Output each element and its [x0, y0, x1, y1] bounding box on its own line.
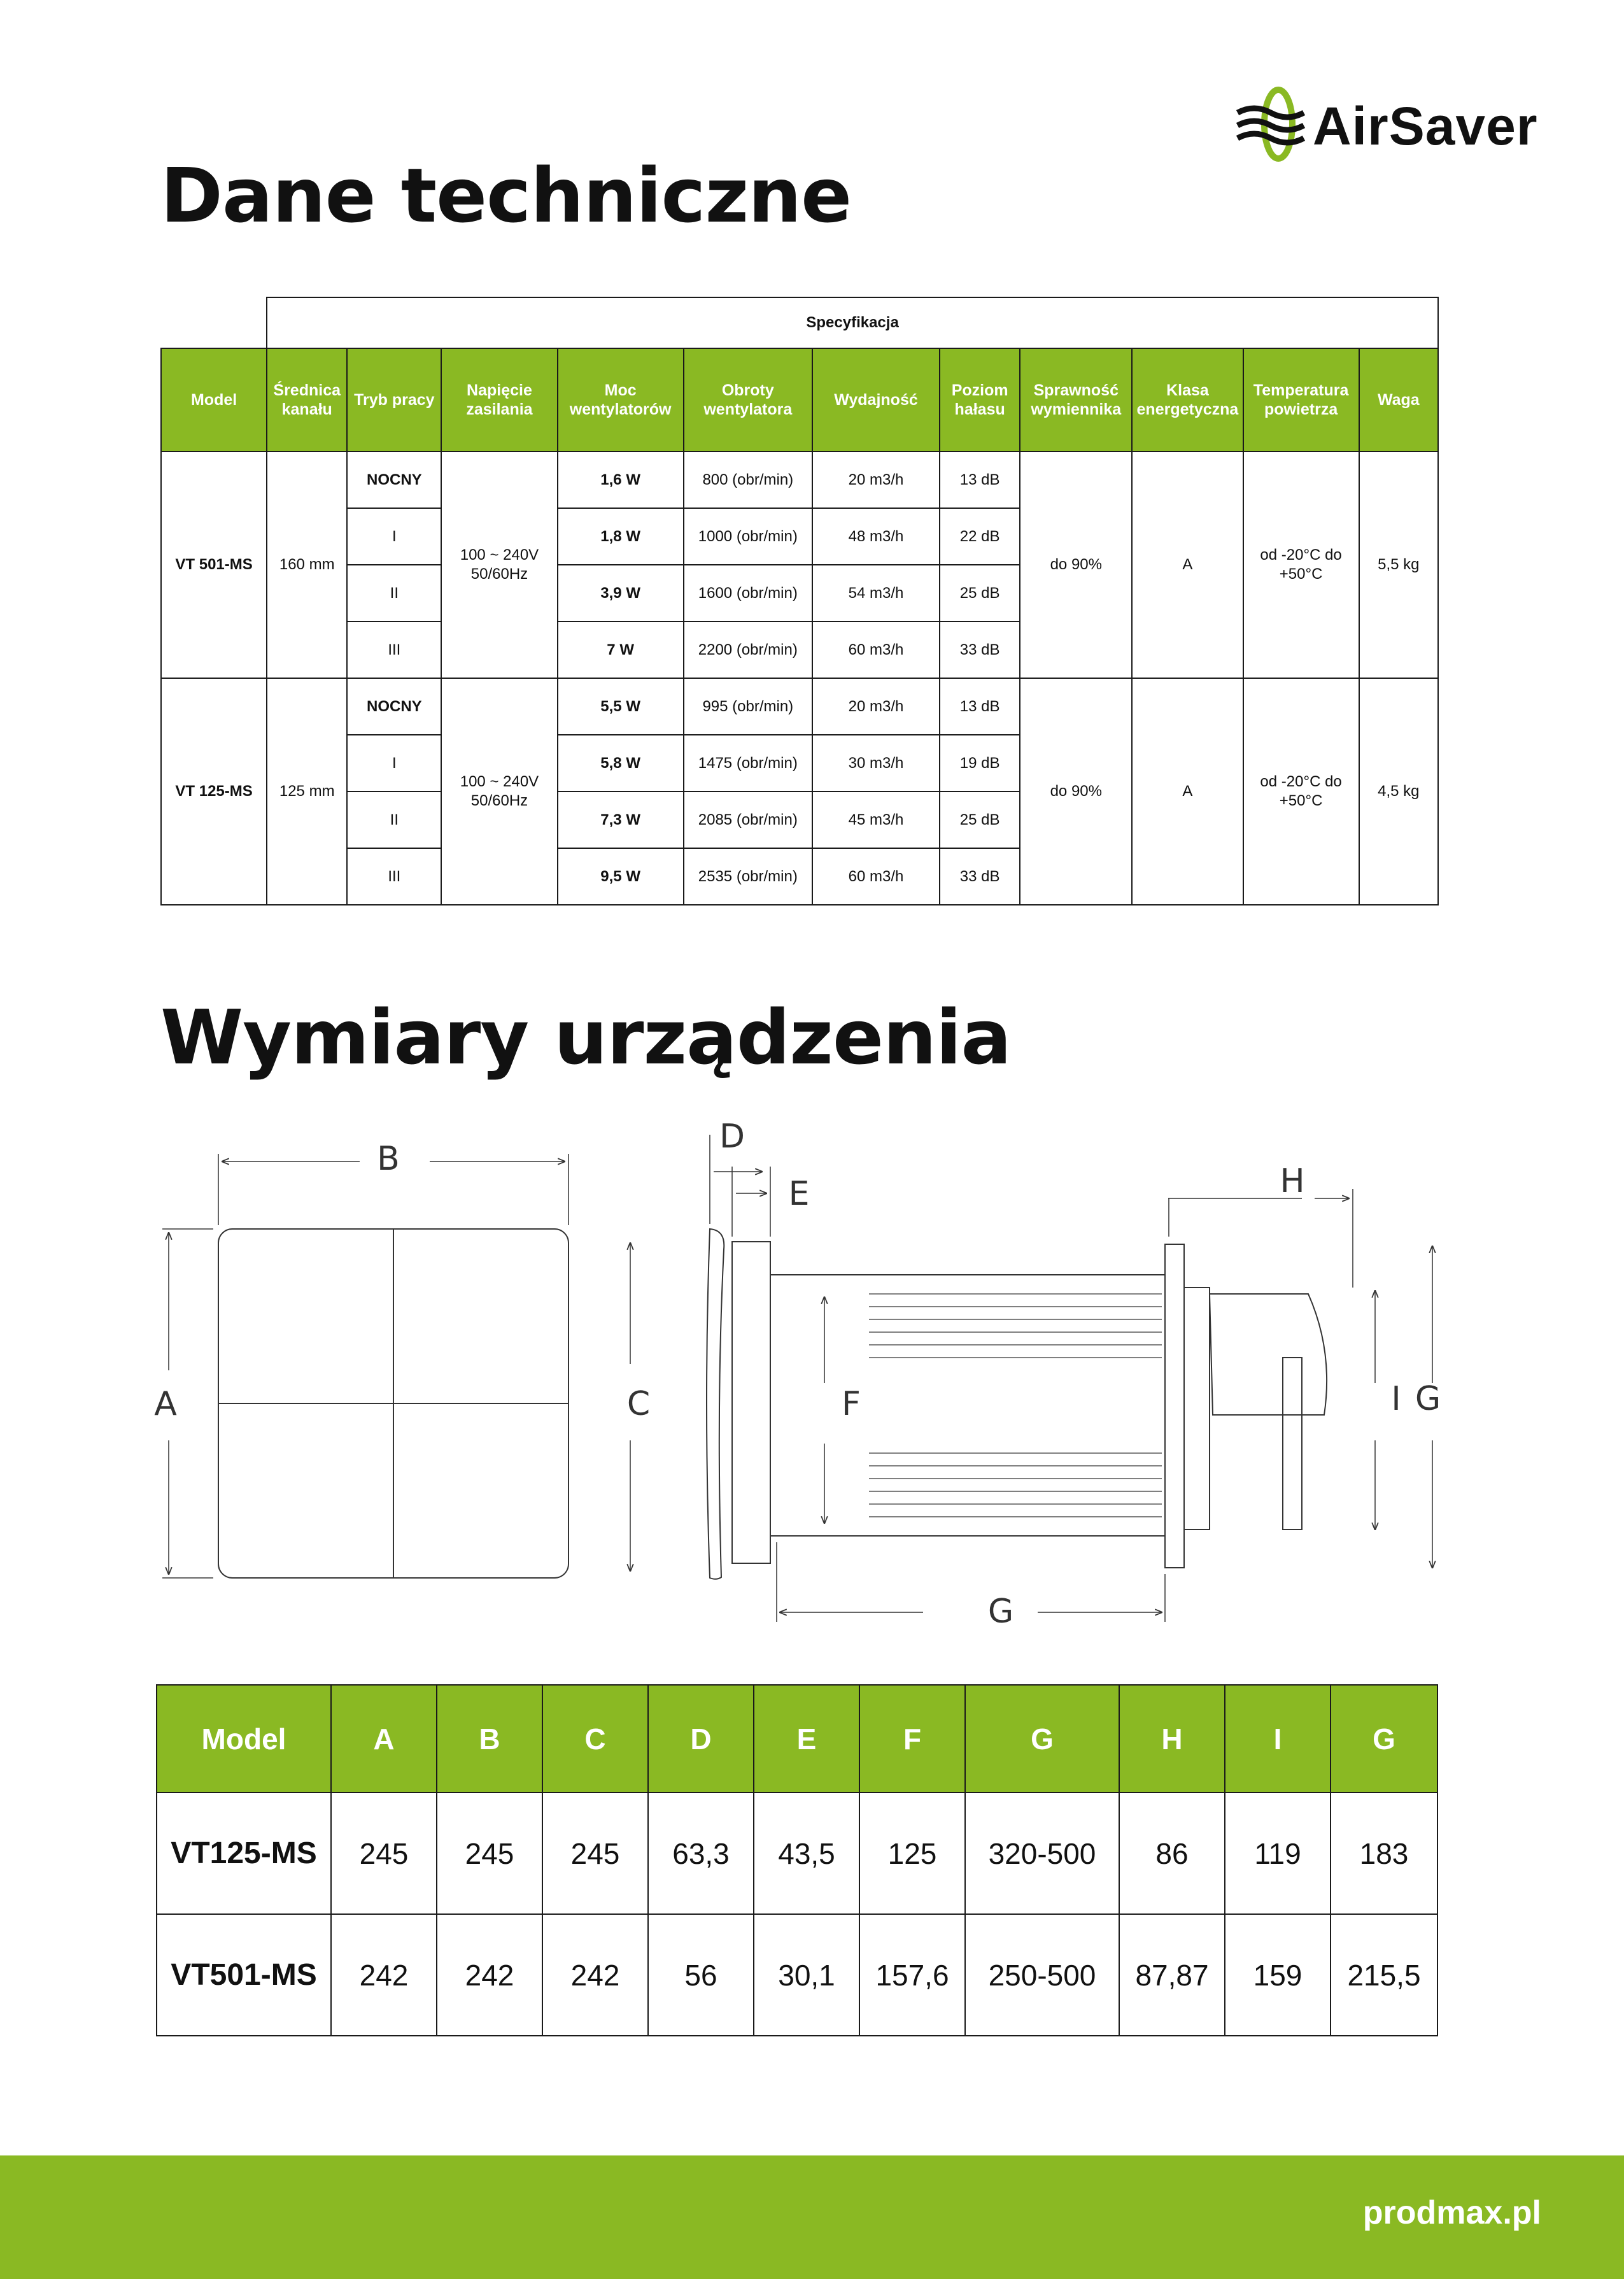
- value-cell: 245: [331, 1793, 437, 1914]
- mode-cell: I: [347, 735, 441, 792]
- dims-title: Wymiary urządzenia: [160, 993, 1012, 1081]
- rear-hood-outline: [1210, 1294, 1327, 1415]
- noise-cell: 19 dB: [940, 735, 1020, 792]
- label-f: F: [842, 1385, 861, 1423]
- rpm-cell: 2085 (obr/min): [684, 792, 812, 848]
- temperature-cell: od -20°C do +50°C: [1243, 451, 1359, 678]
- label-i: I: [1391, 1380, 1401, 1418]
- power-cell: 5,5 W: [558, 678, 684, 735]
- rear-flange-outline: [1165, 1244, 1184, 1568]
- flow-cell: 20 m3/h: [812, 678, 940, 735]
- value-cell: 245: [437, 1793, 542, 1914]
- power-cell: 7,3 W: [558, 792, 684, 848]
- label-e: E: [788, 1175, 810, 1213]
- value-cell: 63,3: [648, 1793, 754, 1914]
- dimension-diagram: [118, 1084, 1471, 1666]
- label-a: A: [154, 1385, 177, 1423]
- voltage-cell: 100 ~ 240V 50/60Hz: [441, 451, 557, 678]
- rpm-cell: 995 (obr/min): [684, 678, 812, 735]
- header-cell: Model: [161, 348, 267, 451]
- brand-name: AirSaver: [1313, 96, 1538, 156]
- header-cell: E: [754, 1685, 859, 1793]
- side-collar-outline: [732, 1242, 770, 1563]
- flow-cell: 20 m3/h: [812, 451, 940, 508]
- header-cell: Napięcie zasilania: [441, 348, 557, 451]
- blank-cell: [161, 297, 267, 348]
- header-cell: B: [437, 1685, 542, 1793]
- rpm-cell: 800 (obr/min): [684, 451, 812, 508]
- value-cell: 250-500: [965, 1914, 1119, 2036]
- header-cell: Średnica kanału: [267, 348, 347, 451]
- label-h: H: [1280, 1162, 1305, 1200]
- group-header: Specyfikacja: [267, 297, 1438, 348]
- power-cell: 9,5 W: [558, 848, 684, 905]
- header-cell: Klasa energetyczna: [1132, 348, 1243, 451]
- value-cell: 157,6: [859, 1914, 965, 2036]
- table-row: [157, 1914, 1437, 2036]
- header-cell: Wydajność: [812, 348, 940, 451]
- duct-body-outline: [770, 1275, 1165, 1536]
- power-cell: 7 W: [558, 621, 684, 678]
- value-cell: 43,5: [754, 1793, 859, 1914]
- header-cell: G: [965, 1685, 1119, 1793]
- noise-cell: 25 dB: [940, 792, 1020, 848]
- header-cell: I: [1225, 1685, 1331, 1793]
- mode-cell: II: [347, 792, 441, 848]
- spec-table: [160, 297, 1439, 905]
- header-cell: G: [1331, 1685, 1437, 1793]
- noise-cell: 25 dB: [940, 565, 1020, 621]
- noise-cell: 13 dB: [940, 451, 1020, 508]
- header-cell: Temperatura powietrza: [1243, 348, 1359, 451]
- header-cell: H: [1119, 1685, 1225, 1793]
- header-cell: F: [859, 1685, 965, 1793]
- header-cell: C: [542, 1685, 648, 1793]
- value-cell: 242: [542, 1914, 648, 2036]
- mode-cell: I: [347, 508, 441, 565]
- rpm-cell: 1475 (obr/min): [684, 735, 812, 792]
- value-cell: 320-500: [965, 1793, 1119, 1914]
- header-cell: D: [648, 1685, 754, 1793]
- efficiency-cell: do 90%: [1020, 451, 1132, 678]
- value-cell: 56: [648, 1914, 754, 2036]
- value-cell: 245: [542, 1793, 648, 1914]
- noise-cell: 13 dB: [940, 678, 1020, 735]
- header-cell: Waga: [1359, 348, 1438, 451]
- flow-cell: 30 m3/h: [812, 735, 940, 792]
- footer-link[interactable]: prodmax.pl: [1362, 2194, 1541, 2231]
- table-row: [157, 1793, 1437, 1914]
- flow-cell: 54 m3/h: [812, 565, 940, 621]
- voltage-cell: 100 ~ 240V 50/60Hz: [441, 678, 557, 905]
- power-cell: 1,8 W: [558, 508, 684, 565]
- rpm-cell: 1600 (obr/min): [684, 565, 812, 621]
- header-cell: Obroty wentylatora: [684, 348, 812, 451]
- value-cell: 87,87: [1119, 1914, 1225, 2036]
- rpm-cell: 1000 (obr/min): [684, 508, 812, 565]
- weight-cell: 5,5 kg: [1359, 451, 1438, 678]
- flow-cell: 45 m3/h: [812, 792, 940, 848]
- mode-cell: II: [347, 565, 441, 621]
- value-cell: 86: [1119, 1793, 1225, 1914]
- header-cell: Moc wentylatorów: [558, 348, 684, 451]
- specs-title: Dane techniczne: [160, 152, 852, 239]
- model-cell: VT125-MS: [157, 1793, 331, 1914]
- mode-cell: NOCNY: [347, 678, 441, 735]
- dimensions-table: [156, 1684, 1438, 2036]
- efficiency-cell: do 90%: [1020, 678, 1132, 905]
- model-cell: VT 125-MS: [161, 678, 267, 905]
- header-cell: Tryb pracy: [347, 348, 441, 451]
- label-c: C: [626, 1385, 651, 1423]
- weight-cell: 4,5 kg: [1359, 678, 1438, 905]
- noise-cell: 33 dB: [940, 621, 1020, 678]
- model-cell: VT 501-MS: [161, 451, 267, 678]
- energy-class-cell: A: [1132, 451, 1243, 678]
- flow-cell: 60 m3/h: [812, 848, 940, 905]
- value-cell: 242: [437, 1914, 542, 2036]
- label-d: D: [719, 1118, 745, 1156]
- rpm-cell: 2535 (obr/min): [684, 848, 812, 905]
- value-cell: 215,5: [1331, 1914, 1437, 2036]
- rpm-cell: 2200 (obr/min): [684, 621, 812, 678]
- header-cell: Model: [157, 1685, 331, 1793]
- diameter-cell: 160 mm: [267, 451, 347, 678]
- value-cell: 159: [1225, 1914, 1331, 2036]
- power-cell: 5,8 W: [558, 735, 684, 792]
- mode-cell: III: [347, 848, 441, 905]
- value-cell: 30,1: [754, 1914, 859, 2036]
- noise-cell: 22 dB: [940, 508, 1020, 565]
- diameter-cell: 125 mm: [267, 678, 347, 905]
- value-cell: 119: [1225, 1793, 1331, 1914]
- footer-bar: [0, 2155, 1624, 2279]
- header-cell: A: [331, 1685, 437, 1793]
- temperature-cell: od -20°C do +50°C: [1243, 678, 1359, 905]
- value-cell: 242: [331, 1914, 437, 2036]
- mode-cell: III: [347, 621, 441, 678]
- power-cell: 1,6 W: [558, 451, 684, 508]
- energy-class-cell: A: [1132, 678, 1243, 905]
- flow-cell: 48 m3/h: [812, 508, 940, 565]
- value-cell: 183: [1331, 1793, 1437, 1914]
- flow-cell: 60 m3/h: [812, 621, 940, 678]
- label-g: G: [987, 1593, 1014, 1631]
- mode-cell: NOCNY: [347, 451, 441, 508]
- label-g2: G: [1415, 1380, 1441, 1418]
- side-panel-outline: [707, 1229, 724, 1579]
- header-cell: Sprawność wymiennika: [1020, 348, 1132, 451]
- model-cell: VT501-MS: [157, 1914, 331, 2036]
- power-cell: 3,9 W: [558, 565, 684, 621]
- label-b: B: [377, 1140, 400, 1178]
- value-cell: 125: [859, 1793, 965, 1914]
- header-cell: Poziom hałasu: [940, 348, 1020, 451]
- noise-cell: 33 dB: [940, 848, 1020, 905]
